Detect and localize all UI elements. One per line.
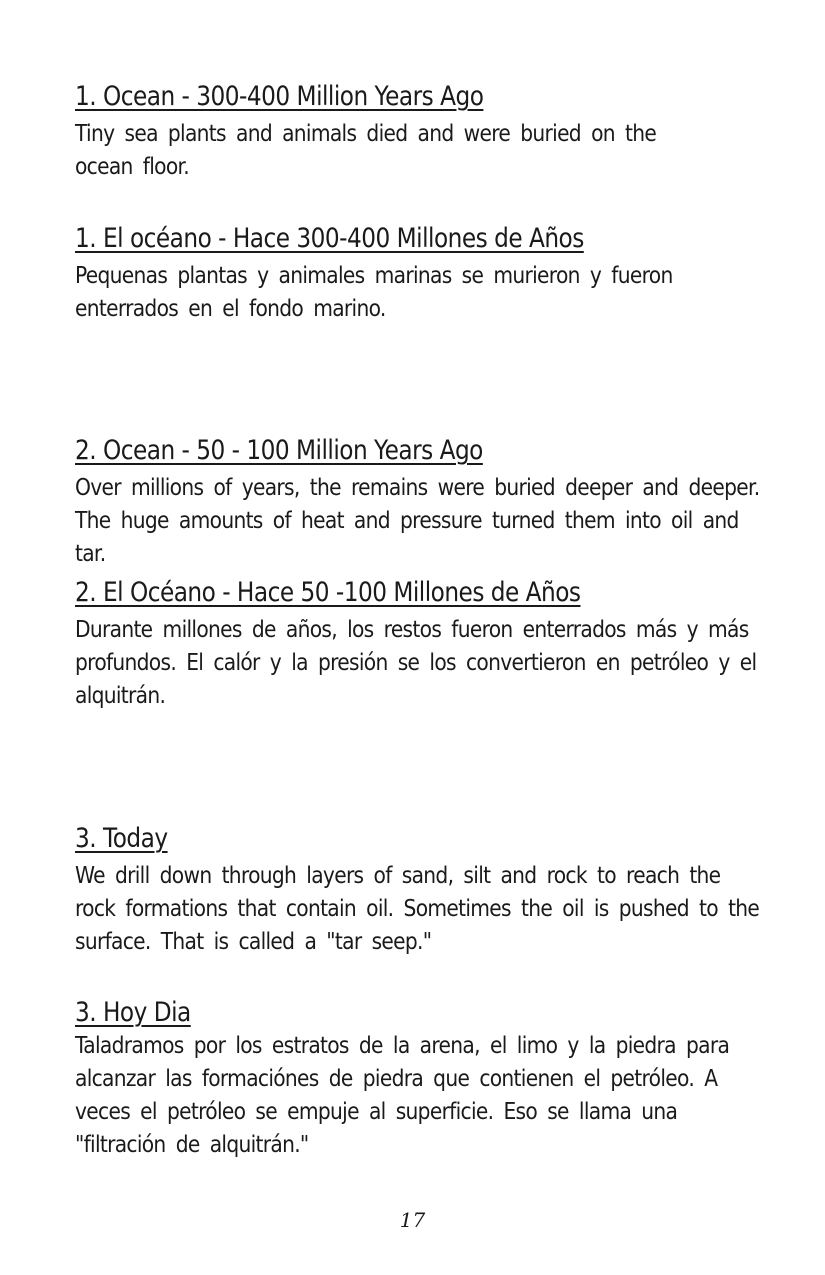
section-body: Pequenas plantas y animales marinas se murieron y fueron enterrados en el fondo marino. (75, 263, 673, 322)
document-page (75, 0, 765, 1275)
page-number: 17 (399, 1208, 426, 1232)
section-body: Tiny sea plants and animals died and were buried on the ocean floor. (75, 121, 657, 180)
section-ocean-50-100-en (75, 434, 765, 571)
section-body: Over millions of years, the remains were buried deeper and deeper. The huge amounts of heat and pressure turned them into oil and tar. (75, 475, 760, 567)
section-heading: 2. Ocean - 50 - 100 Million Years Ago (75, 435, 483, 466)
section-heading: 3. Today (75, 823, 168, 854)
section-ocean-50-100-es (75, 576, 765, 713)
section-today-en (75, 822, 765, 959)
section-ocean-300-400-en (75, 80, 765, 184)
section-body: Taladramos por los estratos de la arena, el limo y la piedra para alcanzar las formaciónes de piedra que contienen el petróleo. A veces el petróleo se empuje al superficie. Eso se llama una "filtración de alquitrán." (75, 1033, 730, 1158)
section-ocean-300-400-es (75, 222, 765, 326)
section-heading: 2. El Océano - Hace 50 -100 Millones de Años (75, 577, 581, 608)
section-heading: 3. Hoy Dia (75, 997, 191, 1028)
section-heading: 1. El océano - Hace 300-400 Millones de Años (75, 223, 584, 254)
section-heading: 1. Ocean - 300-400 Million Years Ago (75, 81, 484, 112)
section-body: Durante millones de años, los restos fueron enterrados más y más profundos. El calór y la presión se los convertieron en petróleo y el alquitrán. (75, 617, 757, 709)
section-today-es (75, 996, 765, 1162)
section-body: We drill down through layers of sand, silt and rock to reach the rock formations that contain oil. Sometimes the oil is pushed to the surface. That is called a "tar seep." (75, 863, 760, 955)
